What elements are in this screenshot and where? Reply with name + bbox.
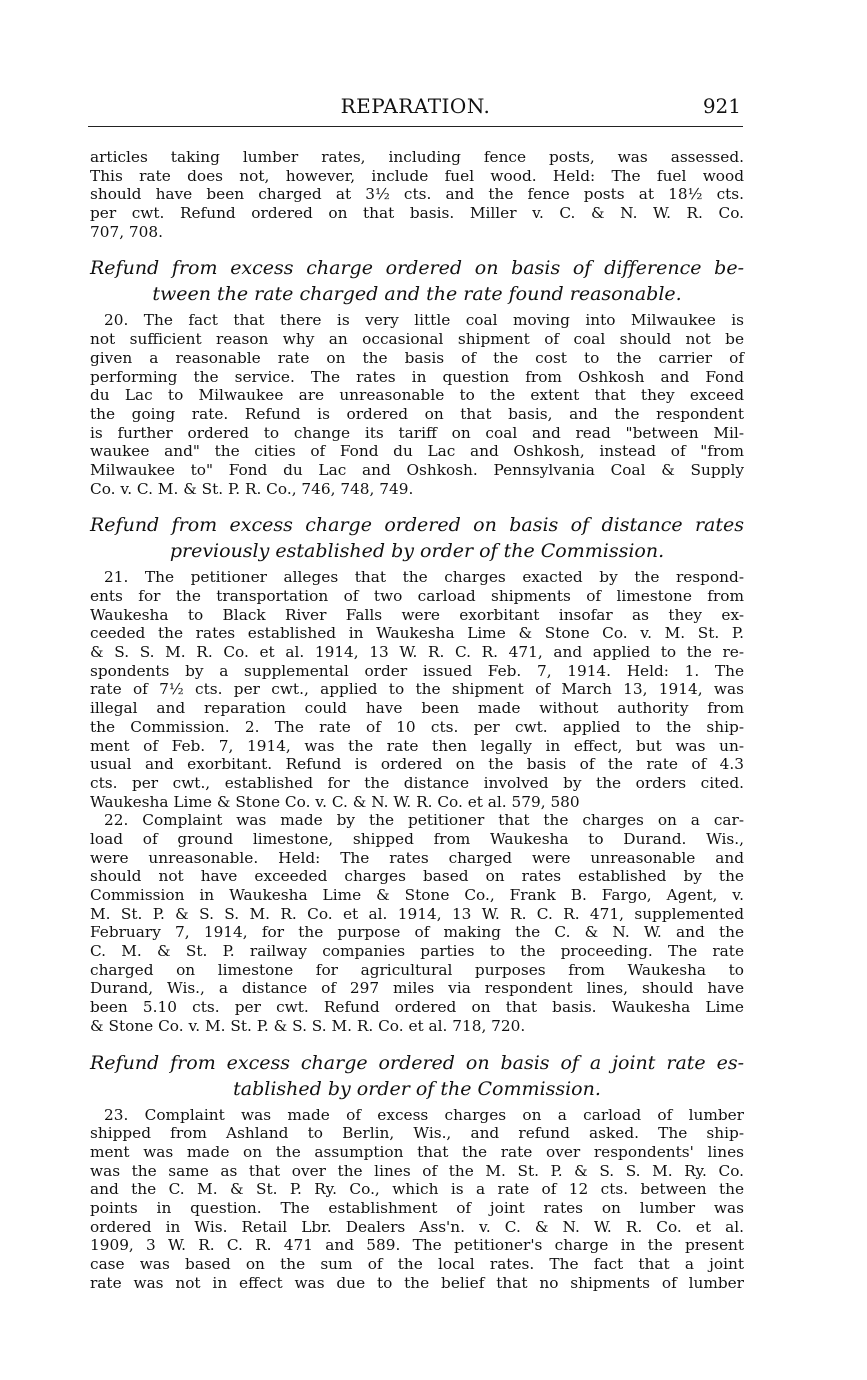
paragraph-23 bbox=[90, 1106, 744, 1293]
page-number: 921 bbox=[702, 94, 741, 118]
text-line: performing the service. The rates in question from Oshkosh and Fond bbox=[90, 367, 744, 386]
section-heading bbox=[90, 255, 744, 307]
paragraph-22 bbox=[90, 811, 744, 1035]
text-line: should not have exceeded charges based on rates established by the bbox=[90, 867, 744, 886]
text-line: points in question. The establishment of joint rates on lumber was bbox=[90, 1198, 744, 1217]
section-heading bbox=[90, 1050, 744, 1102]
text-line: C. M. & St. P. railway companies parties to the proceeding. The rate bbox=[90, 942, 744, 961]
section-heading bbox=[90, 512, 744, 564]
text-line: 23. Complaint was made of excess charges on a carload of lumber bbox=[104, 1105, 744, 1124]
running-header bbox=[88, 92, 743, 127]
text-line: 20. The fact that there is very little coal moving into Milwaukee is bbox=[104, 311, 744, 330]
paragraph-continuation bbox=[90, 148, 744, 241]
text-line: Co. v. C. M. & St. P. R. Co., 746, 748, 749. bbox=[90, 479, 414, 498]
text-line: the Commission. 2. The rate of 10 cts. per cwt. applied to the ship- bbox=[90, 717, 744, 736]
text-line: the going rate. Refund is ordered on that basis, and the respondent bbox=[90, 404, 744, 423]
text-line: ment of Feb. 7, 1914, was the rate then legally in effect, but was un- bbox=[90, 736, 744, 755]
text-line: Waukesha Lime & Stone Co. v. C. & N. W. R. Co. et al. 579, 580 bbox=[90, 792, 580, 811]
text-line: articles taking lumber rates, including fence posts, was assessed. bbox=[90, 148, 744, 166]
text-line: & S. S. M. R. Co. et al. 1914, 13 W. R. C. R. 471, and applied to the re- bbox=[90, 643, 744, 662]
text-line: ment was made on the assumption that the rate over respondents' lines bbox=[90, 1142, 744, 1161]
text-line: ents for the transportation of two carload shipments of limestone from bbox=[90, 587, 744, 605]
text-line: was the same as that over the lines of the M. St. P. & S. S. M. Ry. Co. bbox=[90, 1161, 744, 1180]
text-line: waukee and" the cities of Fond du Lac and Oshkosh, instead of "from bbox=[90, 442, 744, 461]
text-line: 707, 708. bbox=[90, 222, 163, 241]
text-line: 1909, 3 W. R. C. R. 471 and 589. The petitioner's charge in the present bbox=[90, 1236, 744, 1255]
text-line: not sufficient reason why an occasional shipment of coal should not be bbox=[90, 330, 744, 349]
text-line: should have been charged at 3½ cts. and the fence posts at 18½ cts. bbox=[90, 185, 744, 204]
text-line: spondents by a supplemental order issued Feb. 7, 1914. Held: 1. The bbox=[90, 661, 744, 680]
text-line: Commission in Waukesha Lime & Stone Co., Frank B. Fargo, Agent, v. bbox=[90, 886, 744, 904]
text-line: du Lac to Milwaukee are unreasonable to the extent that they exceed bbox=[90, 386, 744, 405]
text-line: rate of 7½ cts. per cwt., applied to the shipment of March 13, 1914, was bbox=[90, 680, 744, 699]
text-line: Waukesha to Black River Falls were exorbitant insofar as they ex- bbox=[90, 605, 744, 624]
text-line: 22. Complaint was made by the petitioner that the charges on a car- bbox=[104, 811, 744, 830]
text-line: and the C. M. & St. P. Ry. Co., which is a rate of 12 cts. between the bbox=[90, 1180, 744, 1199]
text-line: ordered in Wis. Retail Lbr. Dealers Ass'n. v. C. & N. W. R. Co. et al. bbox=[90, 1217, 744, 1236]
paragraph-20 bbox=[90, 311, 744, 498]
page-body bbox=[90, 148, 744, 1292]
text-line: charged on limestone for agricultural purposes from Waukesha to bbox=[90, 960, 744, 979]
text-line: case was based on the sum of the local rates. The fact that a joint bbox=[90, 1255, 744, 1273]
text-line: 21. The petitioner alleges that the charges exacted by the respond- bbox=[104, 568, 744, 587]
heading-line: tablished by order of the Commission. bbox=[233, 1077, 601, 1100]
paragraph-21 bbox=[90, 568, 744, 811]
text-line: Durand, Wis., a distance of 297 miles via respondent lines, should have bbox=[90, 979, 744, 998]
text-line: illegal and reparation could have been made without authority from bbox=[90, 699, 744, 718]
text-line: load of ground limestone, shipped from Waukesha to Durand. Wis., bbox=[90, 829, 744, 848]
heading-line: Refund from excess charge ordered on basis of distance rates bbox=[90, 514, 744, 537]
heading-line: tween the rate charged and the rate found reasonable. bbox=[152, 283, 682, 306]
heading-line: Refund from excess charge ordered on basis of a joint rate es- bbox=[90, 1051, 744, 1074]
text-line: cts. per cwt., established for the distance involved by the orders cited. bbox=[90, 773, 744, 792]
page-title: REPARATION. bbox=[340, 94, 491, 118]
text-line: been 5.10 cts. per cwt. Refund ordered on that basis. Waukesha Lime bbox=[90, 998, 744, 1017]
text-line: & Stone Co. v. M. St. P. & S. S. M. R. Co. et al. 718, 720. bbox=[90, 1016, 526, 1035]
text-line: given a reasonable rate on the basis of the cost to the carrier of bbox=[90, 348, 744, 367]
text-line: usual and exorbitant. Refund is ordered on the basis of the rate of 4.3 bbox=[90, 755, 744, 774]
text-line: shipped from Ashland to Berlin, Wis., and refund asked. The ship- bbox=[90, 1124, 744, 1143]
text-line: M. St. P. & S. S. M. R. Co. et al. 1914, 13 W. R. C. R. 471, supplemented bbox=[90, 904, 744, 923]
text-line: per cwt. Refund ordered on that basis. Miller v. C. & N. W. R. Co. bbox=[90, 204, 744, 223]
text-line: rate was not in effect was due to the belief that no shipments of lumber bbox=[90, 1273, 744, 1292]
text-line: ceeded the rates established in Waukesha Lime & Stone Co. v. M. St. P. bbox=[90, 624, 744, 643]
text-line: Milwaukee to" Fond du Lac and Oshkosh. Pennsylvania Coal & Supply bbox=[90, 460, 744, 479]
text-line: is further ordered to change its tariff on coal and read "between Mil- bbox=[90, 423, 744, 442]
text-line: This rate does not, however, include fuel wood. Held: The fuel wood bbox=[90, 166, 744, 185]
text-line: February 7, 1914, for the purpose of making the C. & N. W. and the bbox=[90, 923, 744, 942]
heading-line: previously established by order of the Commission. bbox=[169, 540, 665, 563]
heading-line: Refund from excess charge ordered on basis of difference be- bbox=[90, 257, 744, 280]
text-line: were unreasonable. Held: The rates charged were unreasonable and bbox=[90, 848, 744, 867]
